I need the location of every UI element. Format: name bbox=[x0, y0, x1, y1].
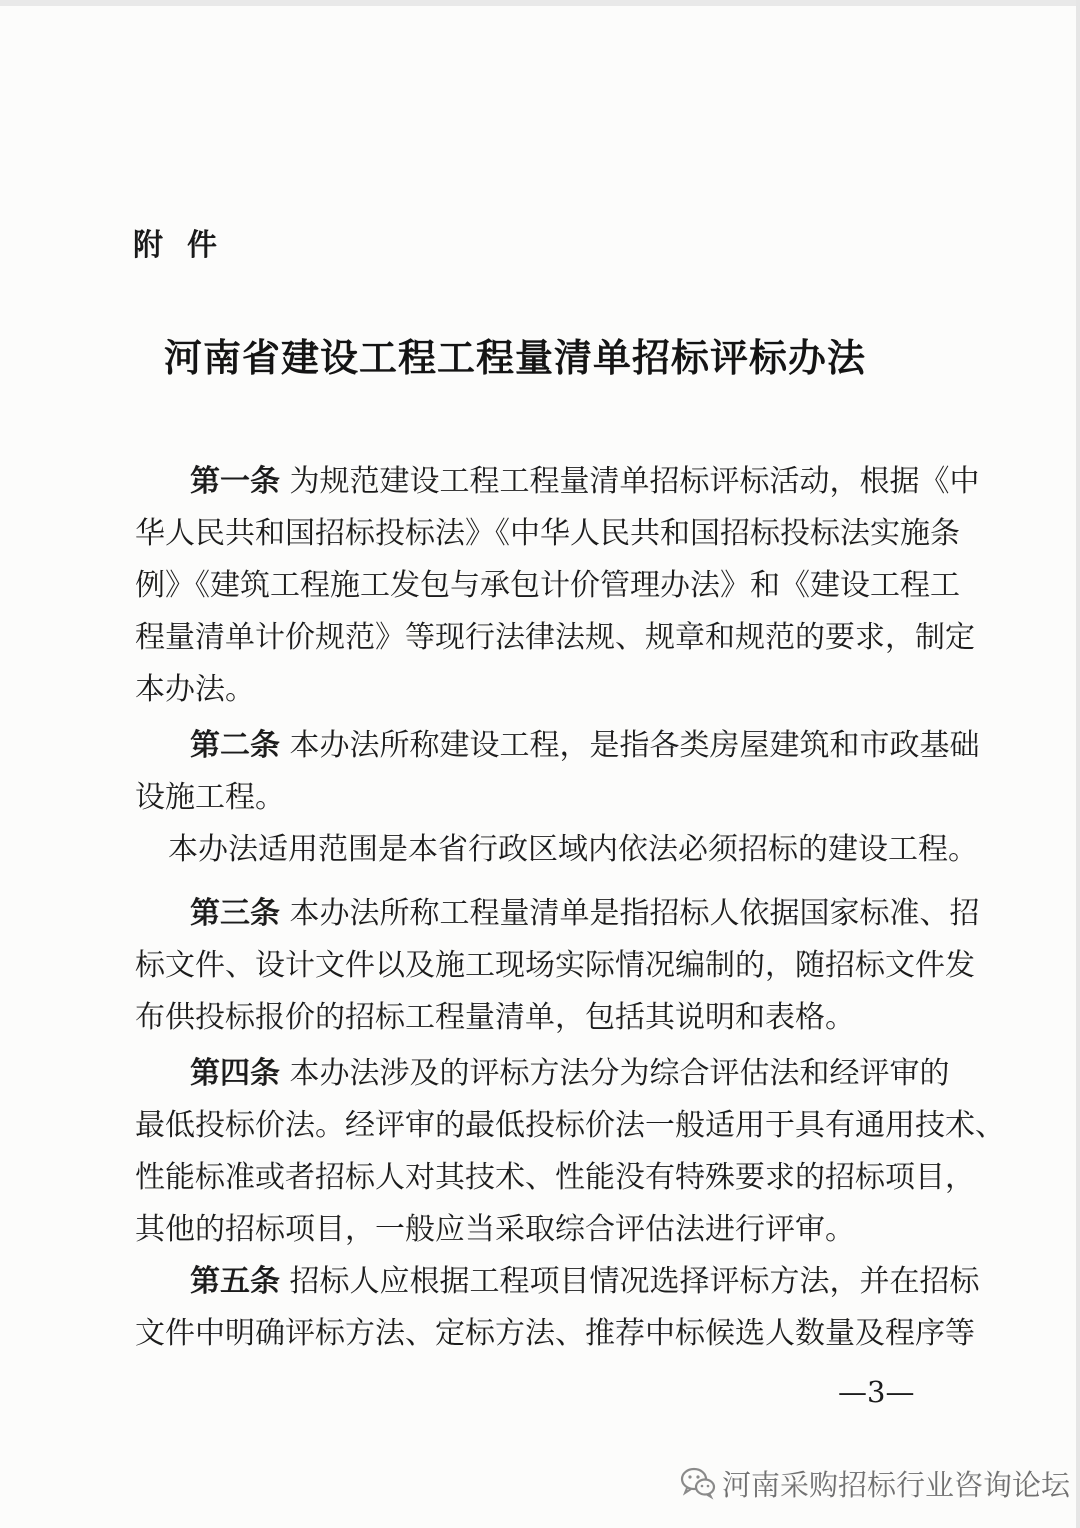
article-1-line-2: 华人民共和国招标投标法》《中华人民共和国招标投标法实施条 bbox=[135, 516, 960, 551]
attachment-label: 附件 bbox=[133, 228, 241, 263]
article-4-line-2: 最低投标价法。经评审的最低投标价法一般适用于具有通用技术、 bbox=[135, 1108, 1005, 1143]
article-4-label: 第四条 bbox=[190, 1056, 280, 1091]
article-2-line-2: 设施工程。 bbox=[135, 780, 285, 815]
article-1-line-3: 例》《建筑工程施工发包与承包计价管理办法》和《建设工程工 bbox=[135, 568, 960, 603]
scope-paragraph: 本办法适用范围是本省行政区域内依法必须招标的建设工程。 bbox=[168, 832, 978, 867]
article-3-line-2: 标文件、设计文件以及施工现场实际情况编制的，随招标文件发 bbox=[135, 948, 975, 983]
article-1-label: 第一条 bbox=[190, 464, 280, 499]
article-3-line-1: 第三条 本办法所称工程量清单是指招标人依据国家标准、招 bbox=[190, 896, 980, 931]
document-title: 河南省建设工程工程量清单招标评标办法 bbox=[163, 335, 866, 380]
article-4-line-3: 性能标准或者招标人对其技术、性能没有特殊要求的招标项目， bbox=[135, 1160, 975, 1195]
article-5-label: 第五条 bbox=[190, 1264, 280, 1299]
article-2-label: 第二条 bbox=[190, 728, 280, 763]
page-right-edge bbox=[1076, 0, 1080, 1528]
article-4-line-1: 第四条 本办法涉及的评标方法分为综合评估法和经评审的 bbox=[190, 1056, 950, 1091]
article-2-line-1: 第二条 本办法所称建设工程，是指各类房屋建筑和市政基础 bbox=[190, 728, 980, 763]
article-3-label: 第三条 bbox=[190, 896, 280, 931]
article-5-line-2: 文件中明确评标方法、定标方法、推荐中标候选人数量及程序等 bbox=[135, 1316, 975, 1351]
wechat-icon bbox=[680, 1466, 716, 1500]
page-top-border bbox=[0, 0, 1080, 6]
watermark-text: 河南采购招标行业咨询论坛 bbox=[722, 1467, 1071, 1502]
article-3-line-3: 布供投标报价的招标工程量清单，包括其说明和表格。 bbox=[135, 1000, 855, 1035]
article-4-line-4: 其他的招标项目，一般应当采取综合评估法进行评审。 bbox=[135, 1212, 855, 1247]
page-number: —3— bbox=[838, 1375, 915, 1409]
article-1-line-4: 程量清单计价规范》等现行法律法规、规章和规范的要求，制定 bbox=[135, 620, 975, 655]
watermark bbox=[680, 1463, 1070, 1503]
article-1-line-1: 第一条 为规范建设工程工程量清单招标评标活动，根据《中 bbox=[190, 464, 980, 499]
article-1-line-5: 本办法。 bbox=[135, 672, 255, 707]
article-5-line-1: 第五条 招标人应根据工程项目情况选择评标方法，并在招标 bbox=[190, 1264, 980, 1299]
